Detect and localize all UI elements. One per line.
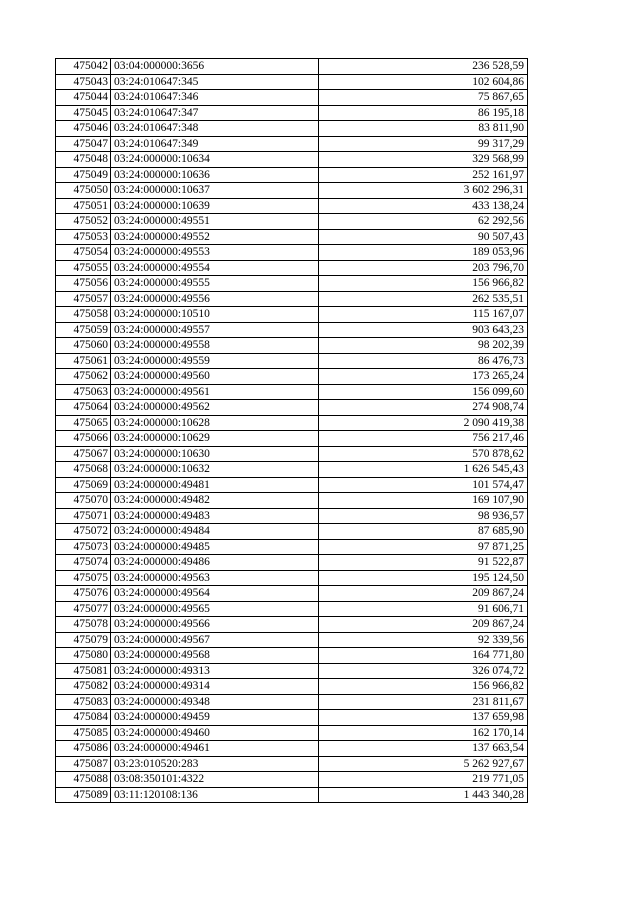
row-id-cell: 475044 bbox=[56, 90, 111, 106]
row-id-cell: 475069 bbox=[56, 477, 111, 493]
table-row bbox=[56, 524, 528, 540]
table-row bbox=[56, 632, 528, 648]
value-cell: 164 771,80 bbox=[319, 648, 528, 664]
value-cell: 570 878,62 bbox=[319, 446, 528, 462]
row-id-cell: 475056 bbox=[56, 276, 111, 292]
cadastral-number-cell: 03:24:000000:49348 bbox=[111, 694, 319, 710]
value-cell: 195 124,50 bbox=[319, 570, 528, 586]
value-cell: 156 966,82 bbox=[319, 679, 528, 695]
row-id-cell: 475063 bbox=[56, 384, 111, 400]
cadastral-number-cell: 03:24:000000:49486 bbox=[111, 555, 319, 571]
cadastral-number-cell: 03:24:000000:10632 bbox=[111, 462, 319, 478]
value-cell: 75 867,65 bbox=[319, 90, 528, 106]
value-cell: 162 170,14 bbox=[319, 725, 528, 741]
cadastral-number-cell: 03:24:000000:49552 bbox=[111, 229, 319, 245]
value-cell: 231 811,67 bbox=[319, 694, 528, 710]
cadastral-number-cell: 03:24:000000:49558 bbox=[111, 338, 319, 354]
table-row bbox=[56, 369, 528, 385]
row-id-cell: 475081 bbox=[56, 663, 111, 679]
cadastral-number-cell: 03:24:000000:49553 bbox=[111, 245, 319, 261]
table-row bbox=[56, 198, 528, 214]
cadastral-number-cell: 03:24:000000:49481 bbox=[111, 477, 319, 493]
cadastral-number-cell: 03:24:000000:10628 bbox=[111, 415, 319, 431]
row-id-cell: 475058 bbox=[56, 307, 111, 323]
cadastral-number-cell: 03:24:010647:346 bbox=[111, 90, 319, 106]
cadastral-number-cell: 03:24:000000:49563 bbox=[111, 570, 319, 586]
row-id-cell: 475065 bbox=[56, 415, 111, 431]
cadastral-number-cell: 03:24:010647:348 bbox=[111, 121, 319, 137]
table-row bbox=[56, 756, 528, 772]
row-id-cell: 475088 bbox=[56, 772, 111, 788]
row-id-cell: 475083 bbox=[56, 694, 111, 710]
cadastral-number-cell: 03:24:000000:49483 bbox=[111, 508, 319, 524]
row-id-cell: 475079 bbox=[56, 632, 111, 648]
cadastral-number-cell: 03:24:000000:49459 bbox=[111, 710, 319, 726]
table-row bbox=[56, 431, 528, 447]
value-cell: 173 265,24 bbox=[319, 369, 528, 385]
value-cell: 86 195,18 bbox=[319, 105, 528, 121]
value-cell: 209 867,24 bbox=[319, 586, 528, 602]
cadastral-number-cell: 03:24:000000:49554 bbox=[111, 260, 319, 276]
row-id-cell: 475052 bbox=[56, 214, 111, 230]
table-row bbox=[56, 260, 528, 276]
row-id-cell: 475059 bbox=[56, 322, 111, 338]
value-cell: 1 626 545,43 bbox=[319, 462, 528, 478]
table-row bbox=[56, 539, 528, 555]
table-row bbox=[56, 725, 528, 741]
cadastral-number-cell: 03:24:000000:49556 bbox=[111, 291, 319, 307]
cadastral-number-cell: 03:23:010520:283 bbox=[111, 756, 319, 772]
row-id-cell: 475087 bbox=[56, 756, 111, 772]
value-cell: 98 936,57 bbox=[319, 508, 528, 524]
cadastral-number-cell: 03:24:000000:10636 bbox=[111, 167, 319, 183]
value-cell: 274 908,74 bbox=[319, 400, 528, 416]
value-cell: 156 966,82 bbox=[319, 276, 528, 292]
row-id-cell: 475057 bbox=[56, 291, 111, 307]
cadastral-number-cell: 03:24:000000:49482 bbox=[111, 493, 319, 509]
table-row bbox=[56, 338, 528, 354]
table-row bbox=[56, 59, 528, 75]
row-id-cell: 475082 bbox=[56, 679, 111, 695]
row-id-cell: 475054 bbox=[56, 245, 111, 261]
cadastral-number-cell: 03:24:010647:347 bbox=[111, 105, 319, 121]
value-cell: 326 074,72 bbox=[319, 663, 528, 679]
row-id-cell: 475078 bbox=[56, 617, 111, 633]
table-body bbox=[56, 59, 528, 803]
table-row bbox=[56, 322, 528, 338]
row-id-cell: 475051 bbox=[56, 198, 111, 214]
cadastral-number-cell: 03:24:000000:10634 bbox=[111, 152, 319, 168]
value-cell: 115 167,07 bbox=[319, 307, 528, 323]
value-cell: 262 535,51 bbox=[319, 291, 528, 307]
row-id-cell: 475047 bbox=[56, 136, 111, 152]
cadastral-number-cell: 03:24:000000:49485 bbox=[111, 539, 319, 555]
cadastral-number-cell: 03:24:000000:49460 bbox=[111, 725, 319, 741]
table-row bbox=[56, 617, 528, 633]
row-id-cell: 475071 bbox=[56, 508, 111, 524]
row-id-cell: 475053 bbox=[56, 229, 111, 245]
cadastral-number-cell: 03:24:000000:49313 bbox=[111, 663, 319, 679]
cadastral-number-cell: 03:24:000000:49568 bbox=[111, 648, 319, 664]
table-row bbox=[56, 601, 528, 617]
value-cell: 433 138,24 bbox=[319, 198, 528, 214]
table-row bbox=[56, 586, 528, 602]
table-row bbox=[56, 555, 528, 571]
cadastral-number-cell: 03:24:000000:49560 bbox=[111, 369, 319, 385]
value-cell: 90 507,43 bbox=[319, 229, 528, 245]
value-cell: 236 528,59 bbox=[319, 59, 528, 75]
value-cell: 83 811,90 bbox=[319, 121, 528, 137]
cadastral-number-cell: 03:24:000000:10629 bbox=[111, 431, 319, 447]
row-id-cell: 475077 bbox=[56, 601, 111, 617]
value-cell: 91 606,71 bbox=[319, 601, 528, 617]
value-cell: 252 161,97 bbox=[319, 167, 528, 183]
cadastral-number-cell: 03:04:000000:3656 bbox=[111, 59, 319, 75]
value-cell: 156 099,60 bbox=[319, 384, 528, 400]
value-cell: 903 643,23 bbox=[319, 322, 528, 338]
table-row bbox=[56, 694, 528, 710]
value-cell: 219 771,05 bbox=[319, 772, 528, 788]
row-id-cell: 475073 bbox=[56, 539, 111, 555]
table-row bbox=[56, 105, 528, 121]
table-row bbox=[56, 167, 528, 183]
row-id-cell: 475085 bbox=[56, 725, 111, 741]
row-id-cell: 475066 bbox=[56, 431, 111, 447]
row-id-cell: 475070 bbox=[56, 493, 111, 509]
table-row bbox=[56, 663, 528, 679]
row-id-cell: 475061 bbox=[56, 353, 111, 369]
value-cell: 329 568,99 bbox=[319, 152, 528, 168]
cadastral-number-cell: 03:24:010647:345 bbox=[111, 74, 319, 90]
cadastral-number-cell: 03:24:000000:49551 bbox=[111, 214, 319, 230]
row-id-cell: 475046 bbox=[56, 121, 111, 137]
value-cell: 189 053,96 bbox=[319, 245, 528, 261]
cadastral-number-cell: 03:24:000000:10639 bbox=[111, 198, 319, 214]
table-row bbox=[56, 214, 528, 230]
cadastral-number-cell: 03:24:000000:49559 bbox=[111, 353, 319, 369]
row-id-cell: 475042 bbox=[56, 59, 111, 75]
row-id-cell: 475076 bbox=[56, 586, 111, 602]
cadastral-number-cell: 03:24:000000:49555 bbox=[111, 276, 319, 292]
table-row bbox=[56, 400, 528, 416]
table-row bbox=[56, 787, 528, 803]
row-id-cell: 475074 bbox=[56, 555, 111, 571]
value-cell: 87 685,90 bbox=[319, 524, 528, 540]
value-cell: 98 202,39 bbox=[319, 338, 528, 354]
cadastral-number-cell: 03:24:000000:10510 bbox=[111, 307, 319, 323]
cadastral-number-cell: 03:24:000000:10630 bbox=[111, 446, 319, 462]
table-row bbox=[56, 741, 528, 757]
value-cell: 3 602 296,31 bbox=[319, 183, 528, 199]
row-id-cell: 475067 bbox=[56, 446, 111, 462]
cadastral-number-cell: 03:24:000000:49564 bbox=[111, 586, 319, 602]
table-row bbox=[56, 508, 528, 524]
value-cell: 209 867,24 bbox=[319, 617, 528, 633]
cadastral-number-cell: 03:11:120108:136 bbox=[111, 787, 319, 803]
cadastral-number-cell: 03:24:000000:49561 bbox=[111, 384, 319, 400]
table-row bbox=[56, 183, 528, 199]
cadastral-number-cell: 03:24:000000:49567 bbox=[111, 632, 319, 648]
table-row bbox=[56, 121, 528, 137]
table-row bbox=[56, 74, 528, 90]
table-row bbox=[56, 710, 528, 726]
table-row bbox=[56, 415, 528, 431]
table-row bbox=[56, 772, 528, 788]
row-id-cell: 475060 bbox=[56, 338, 111, 354]
row-id-cell: 475064 bbox=[56, 400, 111, 416]
cadastral-number-cell: 03:08:350101:4322 bbox=[111, 772, 319, 788]
table-row bbox=[56, 462, 528, 478]
value-cell: 1 443 340,28 bbox=[319, 787, 528, 803]
value-cell: 97 871,25 bbox=[319, 539, 528, 555]
cadastral-number-cell: 03:24:000000:49557 bbox=[111, 322, 319, 338]
row-id-cell: 475075 bbox=[56, 570, 111, 586]
table-row bbox=[56, 353, 528, 369]
row-id-cell: 475043 bbox=[56, 74, 111, 90]
table-row bbox=[56, 291, 528, 307]
table-row bbox=[56, 493, 528, 509]
row-id-cell: 475045 bbox=[56, 105, 111, 121]
table-row bbox=[56, 307, 528, 323]
cadastral-number-cell: 03:24:010647:349 bbox=[111, 136, 319, 152]
table-row bbox=[56, 152, 528, 168]
cadastral-number-cell: 03:24:000000:10637 bbox=[111, 183, 319, 199]
value-cell: 102 604,86 bbox=[319, 74, 528, 90]
table-row bbox=[56, 679, 528, 695]
row-id-cell: 475089 bbox=[56, 787, 111, 803]
row-id-cell: 475080 bbox=[56, 648, 111, 664]
value-cell: 137 659,98 bbox=[319, 710, 528, 726]
row-id-cell: 475048 bbox=[56, 152, 111, 168]
table-row bbox=[56, 229, 528, 245]
cadastral-number-cell: 03:24:000000:49461 bbox=[111, 741, 319, 757]
row-id-cell: 475084 bbox=[56, 710, 111, 726]
row-id-cell: 475055 bbox=[56, 260, 111, 276]
cadastral-number-cell: 03:24:000000:49566 bbox=[111, 617, 319, 633]
table-row bbox=[56, 648, 528, 664]
value-cell: 62 292,56 bbox=[319, 214, 528, 230]
cadastral-number-cell: 03:24:000000:49314 bbox=[111, 679, 319, 695]
table-row bbox=[56, 245, 528, 261]
table-row bbox=[56, 477, 528, 493]
row-id-cell: 475068 bbox=[56, 462, 111, 478]
table-row bbox=[56, 384, 528, 400]
value-cell: 99 317,29 bbox=[319, 136, 528, 152]
table-row bbox=[56, 570, 528, 586]
value-cell: 101 574,47 bbox=[319, 477, 528, 493]
value-cell: 91 522,87 bbox=[319, 555, 528, 571]
value-cell: 137 663,54 bbox=[319, 741, 528, 757]
cadastral-number-cell: 03:24:000000:49565 bbox=[111, 601, 319, 617]
cadastral-number-cell: 03:24:000000:49484 bbox=[111, 524, 319, 540]
cadastral-number-cell: 03:24:000000:49562 bbox=[111, 400, 319, 416]
row-id-cell: 475050 bbox=[56, 183, 111, 199]
value-cell: 5 262 927,67 bbox=[319, 756, 528, 772]
row-id-cell: 475086 bbox=[56, 741, 111, 757]
cadastral-value-table bbox=[55, 58, 528, 803]
value-cell: 2 090 419,38 bbox=[319, 415, 528, 431]
row-id-cell: 475049 bbox=[56, 167, 111, 183]
value-cell: 86 476,73 bbox=[319, 353, 528, 369]
row-id-cell: 475062 bbox=[56, 369, 111, 385]
value-cell: 169 107,90 bbox=[319, 493, 528, 509]
table-row bbox=[56, 276, 528, 292]
table-row bbox=[56, 90, 528, 106]
table-row bbox=[56, 446, 528, 462]
table-row bbox=[56, 136, 528, 152]
row-id-cell: 475072 bbox=[56, 524, 111, 540]
value-cell: 203 796,70 bbox=[319, 260, 528, 276]
value-cell: 92 339,56 bbox=[319, 632, 528, 648]
value-cell: 756 217,46 bbox=[319, 431, 528, 447]
